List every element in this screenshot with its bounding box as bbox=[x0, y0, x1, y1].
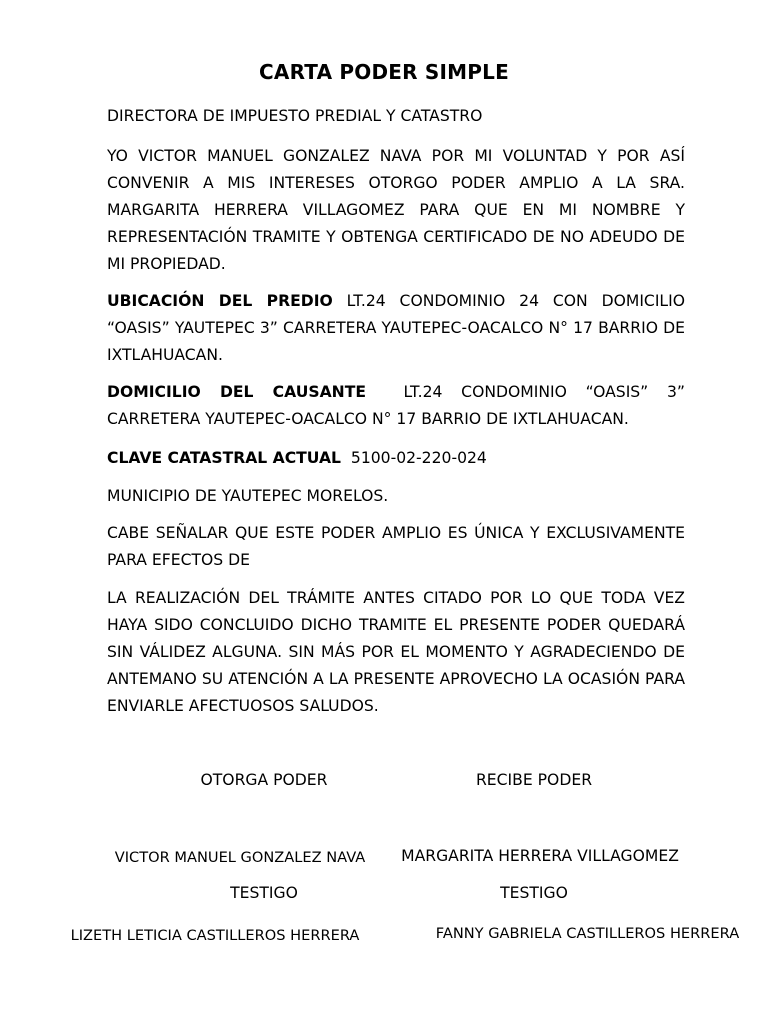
ubicacion-value: LT.24 CONDOMINIO 24 CON DOMICILIO “OASIS” YAUTEPEC 3” CARRETERA YAUTEPEC-OACALCO N° 17 BARRIO DE IXTLAHUACAN. bbox=[107, 292, 685, 364]
domicilio-value: LT.24 CONDOMINIO “OASIS” 3” CARRETERA YAUTEPEC-OACALCO N° 17 BARRIO DE IXTLAHUACAN. bbox=[107, 383, 685, 428]
clave-value: 5100-02-220-024 bbox=[350, 449, 487, 467]
domicilio-paragraph bbox=[107, 379, 685, 433]
cabe-senalar-paragraph: CABE SEÑALAR QUE ESTE PODER AMPLIO ES ÚNICA Y EXCLUSIVAMENTE PARA EFECTOS DE bbox=[107, 524, 685, 569]
realizacion-paragraph: LA REALIZACIÓN DEL TRÁMITE ANTES CITADO POR LO QUE TODA VEZ HAYA SIDO CONCLUIDO DICHO TRAMITE EL PRESENTE PODER QUEDARÁ SIN VÁLIDEZ ALGUNA. SIN MÁS POR EL MOMENTO Y AGRADECIENDO DE ANTEMANO SU ATENCIÓN A LA PRESENTE APROVECHO LA OCASIÓN PARA ENVIARLE AFECTUOSOS SALUDOS. bbox=[107, 589, 685, 715]
body-intro-paragraph: YO VICTOR MANUEL GONZALEZ NAVA POR MI VOLUNTAD Y POR ASÍ CONVENIR A MIS INTERESES OTORGO PODER AMPLIO A LA SRA. MARGARITA HERRERA VILLAGOMEZ PARA QUE EN MI NOMBRE Y REPRESENTACIÓN TRAMITE Y OBTENGA CERTIFICADO DE NO ADEUDO DE MI PROPIEDAD. bbox=[107, 147, 685, 273]
domicilio-label: DOMICILIO DEL CAUSANTE bbox=[107, 383, 367, 401]
testigo-right-name: FANNY GABRIELA CASTILLEROS HERRERA bbox=[435, 925, 740, 942]
otorga-poder-label: OTORGA PODER bbox=[200, 771, 328, 789]
testigo-right-label: TESTIGO bbox=[500, 884, 568, 902]
testigo-left-label: TESTIGO bbox=[230, 884, 298, 902]
testigo-left-name: LIZETH LETICIA CASTILLEROS HERRERA bbox=[70, 927, 360, 944]
page-title: CARTA PODER SIMPLE bbox=[259, 60, 509, 84]
recibe-poder-label: RECIBE PODER bbox=[475, 771, 593, 789]
addressee: DIRECTORA DE IMPUESTO PREDIAL Y CATASTRO bbox=[107, 107, 483, 125]
ubicacion-label: UBICACIÓN DEL PREDIO bbox=[107, 292, 333, 310]
municipio-line: MUNICIPIO DE YAUTEPEC MORELOS. bbox=[107, 487, 389, 505]
otorga-name: VICTOR MANUEL GONZALEZ NAVA bbox=[114, 849, 366, 866]
ubicacion-paragraph bbox=[107, 288, 685, 369]
recibe-name: MARGARITA HERRERA VILLAGOMEZ bbox=[401, 847, 679, 865]
clave-label: CLAVE CATASTRAL ACTUAL bbox=[107, 449, 341, 467]
clave-catastral-line bbox=[107, 445, 685, 472]
